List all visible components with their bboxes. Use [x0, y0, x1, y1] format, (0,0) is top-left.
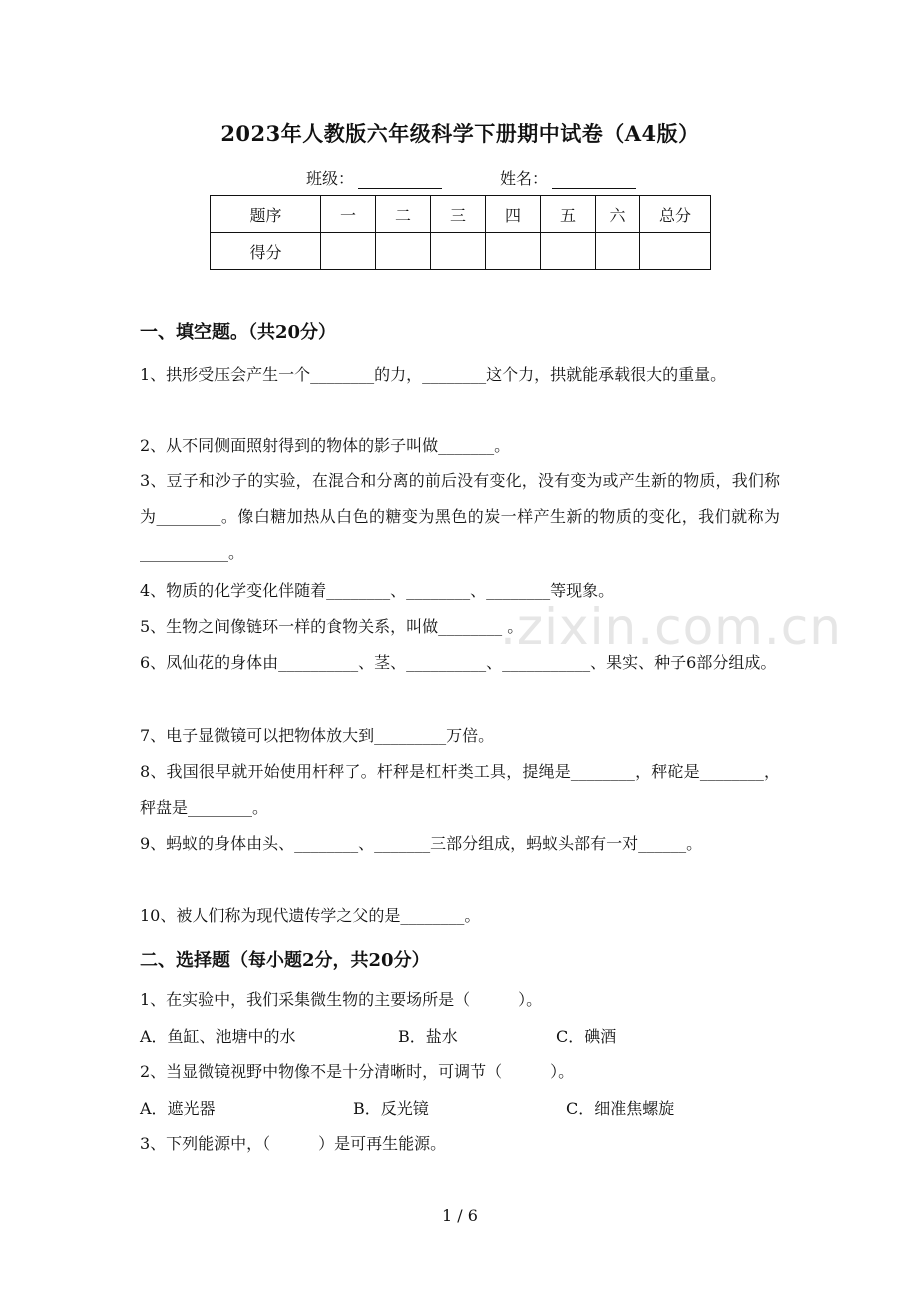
- name-label: 姓名：: [500, 169, 549, 188]
- score-cell[interactable]: [321, 233, 376, 270]
- question-item: 2、当显微镜视野中物像不是十分清晰时，可调节（ ）。: [140, 1062, 575, 1081]
- option-a[interactable]: A．遮光器: [140, 1099, 216, 1118]
- header-cell: 五: [541, 196, 596, 233]
- question-item: 6、凤仙花的身体由__________、茎、__________、___________、果实、种子6部分组成。: [140, 653, 777, 672]
- score-table: [210, 195, 711, 270]
- name-field: [500, 166, 636, 189]
- score-row: [211, 233, 711, 270]
- question-item: 3、下列能源中，（ ）是可再生能源。: [140, 1134, 447, 1153]
- class-blank[interactable]: [358, 170, 442, 189]
- page-number: 1 / 6: [442, 1206, 478, 1225]
- section-heading-fill-blank: 一、填空题。（共20分）: [140, 322, 337, 343]
- score-cell[interactable]: [596, 233, 640, 270]
- header-cell: 六: [596, 196, 640, 233]
- question-item: 10、被人们称为现代遗传学之父的是________。: [140, 906, 481, 925]
- question-item: 2、从不同侧面照射得到的物体的影子叫做_______。: [140, 436, 511, 455]
- option-b[interactable]: B．反光镜: [353, 1099, 429, 1118]
- option-a[interactable]: A．鱼缸、池塘中的水: [140, 1027, 296, 1046]
- header-cell: 总分: [640, 196, 711, 233]
- score-cell[interactable]: [541, 233, 596, 270]
- watermark: .zixin.com.cn: [500, 598, 842, 656]
- header-cell: 三: [431, 196, 486, 233]
- question-item: 1、拱形受压会产生一个________的力，________这个力，拱就能承载很大的重量。: [140, 365, 727, 384]
- option-c[interactable]: C．细准焦螺旋: [566, 1099, 675, 1118]
- question-item: 8、我国很早就开始使用杆秤了。杆秤是杠杆类工具，提绳是________，秤砣是________，秤盘是________。: [140, 762, 780, 817]
- name-blank[interactable]: [552, 170, 636, 189]
- question-item: 1、在实验中，我们采集微生物的主要场所是（ ）。: [140, 990, 543, 1009]
- option-b[interactable]: B．盐水: [398, 1027, 458, 1046]
- question-item: 7、电子显微镜可以把物体放大到_________万倍。: [140, 726, 495, 745]
- exam-title: 2023年人教版六年级科学下册期中试卷（A4版）: [220, 121, 700, 146]
- question-item: 4、物质的化学变化伴随着________、________、________等现象。: [140, 581, 615, 600]
- score-header-row: [211, 196, 711, 233]
- question-item: 5、生物之间像链环一样的食物关系，叫做________ 。: [140, 617, 524, 636]
- question-item: 3、豆子和沙子的实验，在混合和分离的前后没有变化，没有变为或产生新的物质，我们称为________。像白糖加热从白色的糖变为黑色的炭一样产生新的物质的变化，我们就称为___________。: [140, 471, 780, 562]
- header-cell: 题序: [211, 196, 321, 233]
- score-cell[interactable]: [486, 233, 541, 270]
- score-cell[interactable]: [376, 233, 431, 270]
- option-c[interactable]: C．碘酒: [556, 1027, 617, 1046]
- header-cell: 二: [376, 196, 431, 233]
- score-row-label: 得分: [211, 233, 321, 270]
- header-cell: 四: [486, 196, 541, 233]
- section-heading-choice: 二、选择题（每小题2分，共20分）: [140, 950, 430, 971]
- score-cell[interactable]: [640, 233, 711, 270]
- question-item: 9、蚂蚁的身体由头、________、_______三部分组成，蚂蚁头部有一对______。: [140, 834, 703, 853]
- class-field: [306, 166, 442, 189]
- class-label: 班级：: [306, 169, 355, 188]
- score-cell[interactable]: [431, 233, 486, 270]
- header-cell: 一: [321, 196, 376, 233]
